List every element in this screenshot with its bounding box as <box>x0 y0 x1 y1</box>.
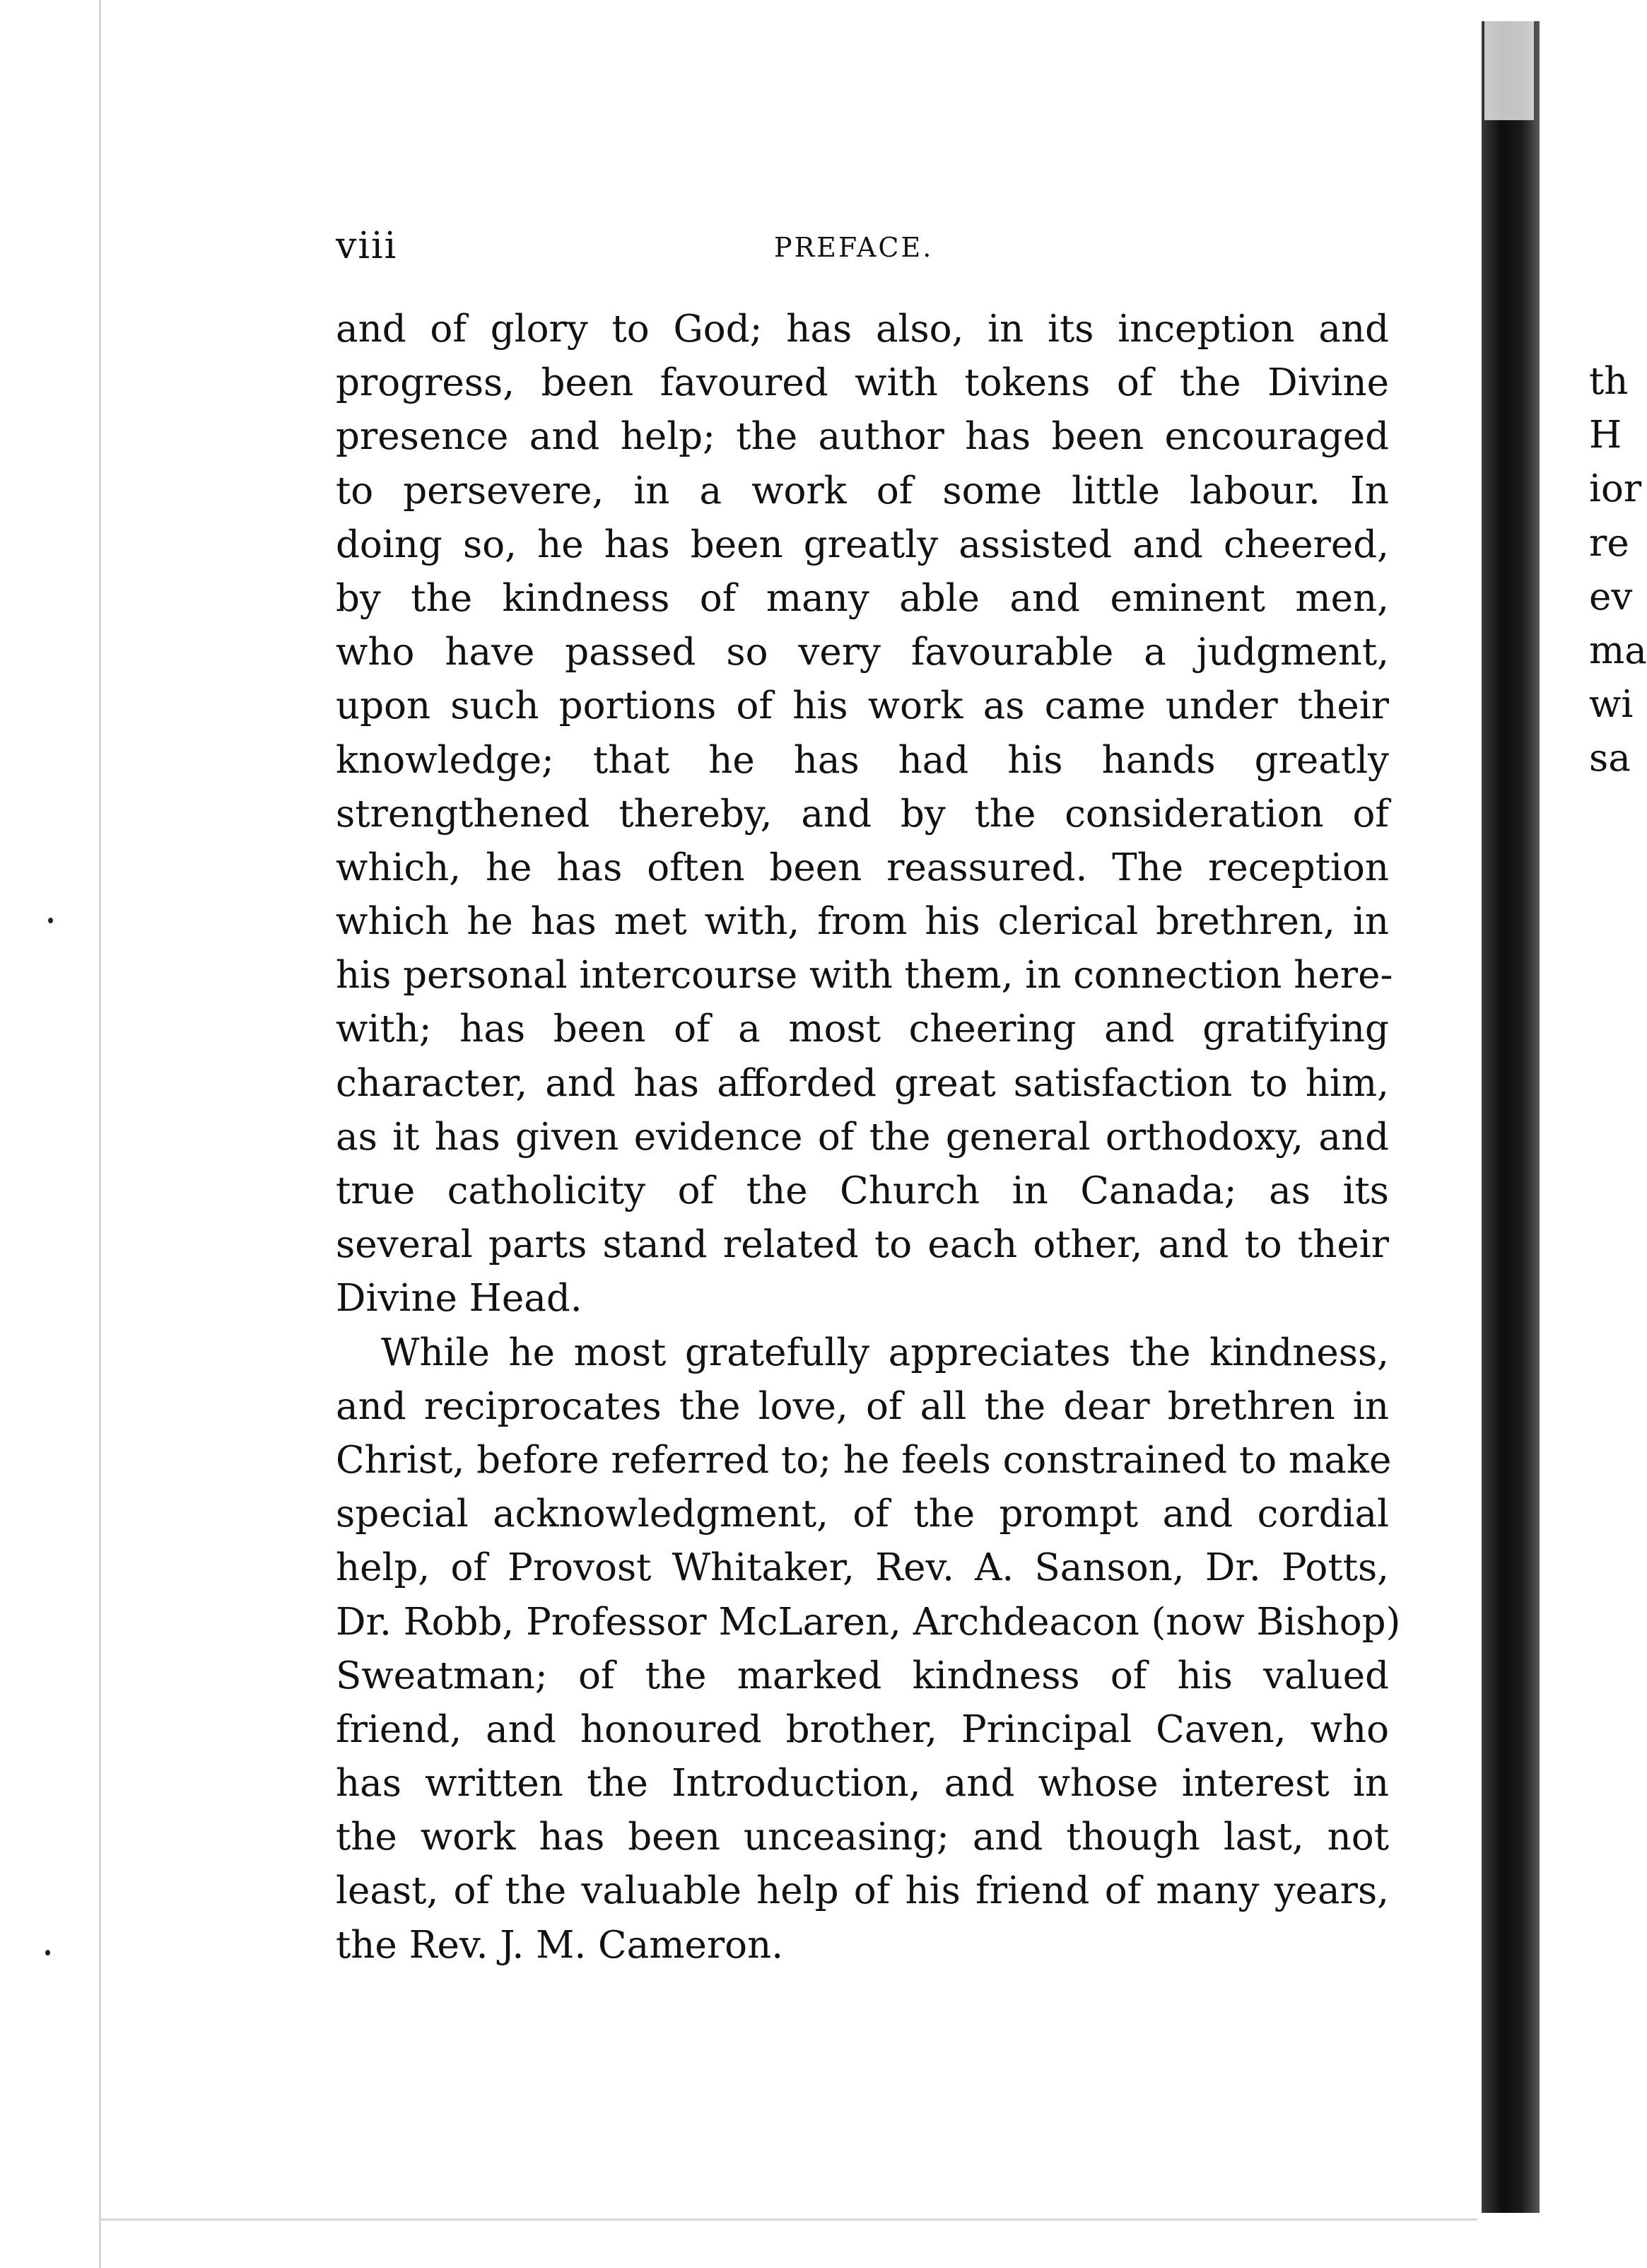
text-line: least, of the valuable help of his friend of many years, <box>336 1869 1389 1913</box>
main-text-block <box>336 303 1401 1972</box>
text-line: knowledge; that he has had his hands greatly <box>336 738 1389 782</box>
text-line: his personal intercourse with them, in connection here- <box>336 954 1393 998</box>
facing-line: ev <box>1589 575 1633 619</box>
scan-speck <box>45 1950 50 1956</box>
text-line: the Rev. J. M. Cameron. <box>336 1923 784 1967</box>
paragraph <box>336 303 1393 1326</box>
text-line: and reciprocates the love, of all the dear brethren in <box>336 1384 1389 1428</box>
paragraph <box>336 1326 1401 1972</box>
facing-line: re <box>1589 521 1629 565</box>
gutter-highlight <box>1484 21 1534 120</box>
facing-line: ma <box>1589 629 1647 672</box>
facing-line: wi <box>1589 683 1634 727</box>
text-line: the work has been unceasing; and though last, not <box>336 1816 1389 1859</box>
text-line: who have passed so very favourable a judgment, <box>336 631 1389 674</box>
scan-speck <box>48 918 53 923</box>
text-line: has written the Introduction, and whose interest in <box>336 1762 1389 1806</box>
text-line: special acknowledgment, of the prompt and cordial <box>336 1492 1389 1536</box>
running-header <box>336 225 1396 267</box>
facing-line: H <box>1589 414 1622 457</box>
text-line: While he most gratefully appreciates the kindness, <box>381 1331 1389 1374</box>
text-line: presence and help; the author has been encouraged <box>336 415 1389 459</box>
text-line: by the kindness of many able and eminent men, <box>336 576 1389 620</box>
text-line: upon such portions of his work as came under their <box>336 684 1389 728</box>
facing-line: th <box>1589 360 1629 403</box>
text-line: with; has been of a most cheering and gratifying <box>336 1007 1389 1051</box>
facing-line: sa <box>1589 737 1631 781</box>
text-line: several parts stand related to each other, and to their <box>336 1223 1389 1267</box>
text-line: and of glory to God; has also, in its inception and <box>336 308 1389 351</box>
page-number: viii <box>336 225 398 267</box>
running-title: PREFACE. <box>774 232 934 263</box>
text-line: help, of Provost Whitaker, Rev. A. Sanson, Dr. Potts, <box>336 1546 1389 1590</box>
sheet-edge-bottom <box>99 2219 1477 2221</box>
sheet-edge-left <box>99 0 101 2268</box>
text-line: which, he has often been reassured. The reception <box>336 846 1389 889</box>
facing-page-fragment <box>1589 355 1647 786</box>
text-line: friend, and honoured brother, Principal Caven, who <box>336 1707 1389 1751</box>
text-line: Divine Head. <box>336 1277 582 1321</box>
text-line: true catholicity of the Church in Canada; as its <box>336 1169 1389 1212</box>
text-line: Dr. Robb, Professor McLaren, Archdeacon (now Bishop) <box>336 1600 1401 1644</box>
book-gutter <box>1482 21 1540 2213</box>
text-line: strengthened thereby, and by the consideration of <box>336 792 1389 836</box>
text-line: doing so, he has been greatly assisted and cheered, <box>336 522 1389 566</box>
text-line: which he has met with, from his clerical brethren, in <box>336 900 1389 944</box>
text-line: progress, been favoured with tokens of the Divine <box>336 361 1389 405</box>
facing-line: ior <box>1589 467 1642 511</box>
text-line: Christ, before referred to; he feels constrained to make <box>336 1438 1392 1482</box>
text-line: Sweatman; of the marked kindness of his valued <box>336 1654 1389 1697</box>
text-line: character, and has afforded great satisfaction to him, <box>336 1061 1389 1105</box>
text-line: as it has given evidence of the general orthodoxy, and <box>336 1115 1389 1159</box>
text-line: to persevere, in a work of some little labour. In <box>336 469 1389 513</box>
